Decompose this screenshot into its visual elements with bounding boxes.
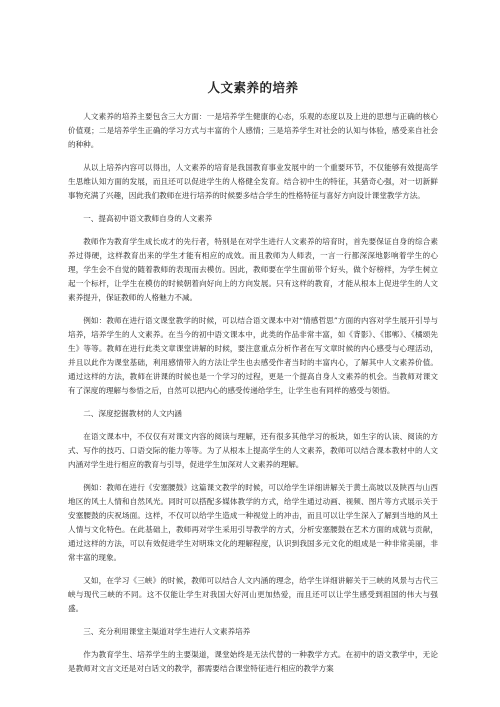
paragraph-4: 例如：教师在进行语文课堂教学的时候，可以结合语文课本中对“情感哲思”方面的内容对学生展开引导与培养，培养学生的人文素养。在当今的初中语文课本中，此类的作品非常丰富，如《背影》、《邯郸》、《橘颂先生》等等。教师在进行此类文章课堂讲解的时候，要注意重点分析作者在写文章时候的内心感受与心理活动，并且以此作为课堂基础，利用感情带入的方法让学生也去感受作者当时的丰富内心，了解其中人文素养价值。通过这样的方法，教师在讲课的时候也是一个学习的过程，更是一个提高自身人文素养的机会。当教师对课文有了深度的理解与参悟之后，自然可以把内心的感受传递给学生，让学生也有同样的感受与领悟。 (68, 316, 438, 395)
section-heading-3: 三、充分利用课堂主渠道对学生进行人文素养培养 (83, 627, 251, 636)
section-heading-2: 二、深度挖掘教材的人文内涵 (83, 409, 182, 418)
paragraph-5: 在语文课本中，不仅仅有对课文内容的阅读与理解，还有很多其他学习的板块，如生字的认读、阅读的方式、写作的技巧、口语交际的能力等等。为了从根本上提高学生的人文素养，教师可以结合课本教材中的人文内涵对学生进行相应的教育与引导，促进学生加深对人文素养的理解。 (68, 432, 438, 469)
section-heading-1: 一、提高初中语文教师自身的人文素养 (83, 214, 213, 223)
paragraph-2: 从以上培养内容可以得出，人文素养的培育是我国教育事业发展中的一个重要环节，不仅能够有效提高学生思维认知方面的发展，而且还可以促进学生的人格健全发育。结合初中生的特征，其猎奇心强，对一切新鲜事物充满了兴趣，因此我们教师在进行培养的时候要多结合学生的性格特征与喜好方向设计课堂教学方法。 (68, 163, 438, 200)
paragraph-3: 教师作为教育学生成长成才的先行者，特别是在对学生进行人文素养的培育时，首先要保证自身的综合素养过得硬，这样教育出来的学生才能有相应的成效。而且教师为人师表，一言一行都深深地影响着学生的心理，学生会不自觉的随着教师的表现而去模仿。因此，教师要在学生面前带个好头，做个好榜样，为学生树立起一个标杆，让学生在模仿的时候朝着向好向上的方向发展。只有这样的教育，才能从根本上促进学生的人文素养提升，保证教师的人格魅力不减。 (68, 237, 438, 302)
paragraph-7: 又如，在学习《三峡》的时候，教师可以结合人文内涵的理念，给学生详细讲解关于三峡的风景与古代三峡与现代三峡的不同。这不仅能让学生对我国大好河山更加热爱，而且还可以让学生感受到祖国的伟大与强盛。 (68, 576, 438, 613)
paragraph-6: 例如：教师在进行《安塞腰鼓》这篇课文教学的时候，可以给学生详细讲解关于黄土高坡以及陕西与山西地区的风土人情和自然风光。同时可以搭配多媒体教学的方式，给学生通过动画、视频、图片等方式展示关于安塞腰鼓的庆祝场面。这样，不仅可以给学生造成一种视觉上的冲击，而且可以让学生深入了解到当地的风土人情与文化特色。在此基础上，教师再对学生采用引导教学的方式，分析安塞腰鼓在艺术方面的成就与贡献，通过这样的方法，可以有效促进学生对明珠文化的理解程度，认识到我国多元文化的组成是一种非常美丽，非常丰富的现象。 (68, 483, 438, 562)
paragraph-1: 人文素养的培养主要包含三大方面：一是培养学生健康的心态，乐观的态度以及上进的思想与正确的核心价值观；二是培养学生正确的学习方式与丰富的个人感情；三是培养学生对社会的认知与体验，感受来自社会的种种。 (68, 112, 438, 149)
paragraph-8: 作为教育学生、培养学生的主要渠道，课堂始终是无法代替的一种教学方式。在初中的语文教学中，无论是教师对文言文还是对白话文的教学，都需要结合课堂特征进行相应的教学方案 (68, 650, 438, 673)
document-title: 人文素养的培养 (207, 80, 299, 95)
